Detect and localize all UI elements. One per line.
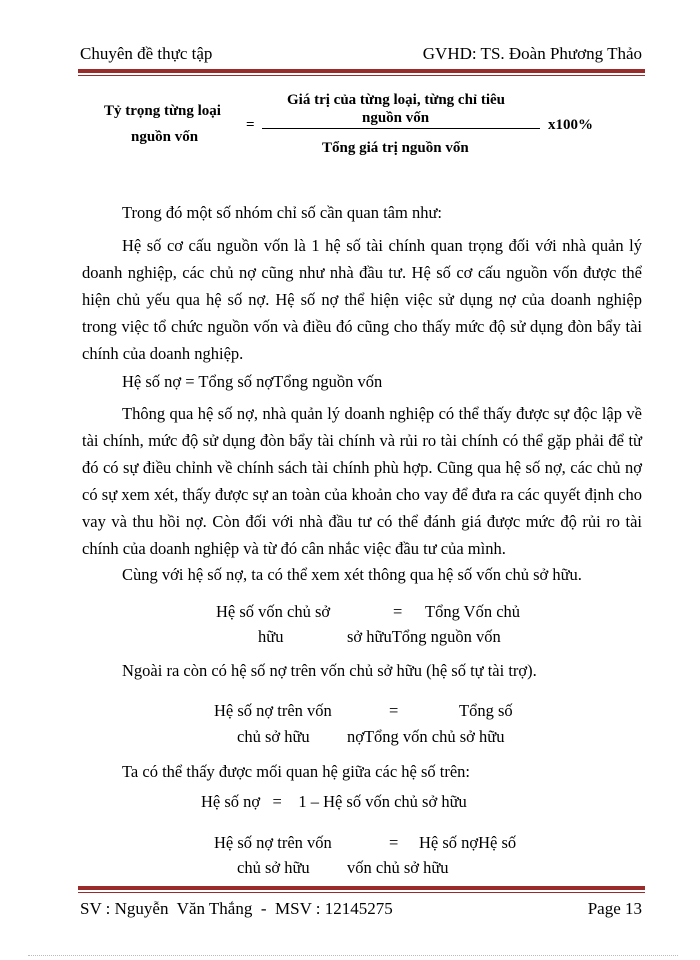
page-edge-dotted-line [28, 955, 678, 956]
formula1-numerator-line1: Giá trị của từng loại, từng chỉ tiêu [287, 92, 505, 108]
formula1-equals: = [246, 117, 255, 133]
paragraph-equity-intro: Cùng với hệ số nợ, ta có thể xem xét thông qua hệ số vốn chủ sở hữu. [122, 565, 582, 584]
formula2-left-line1: Hệ số vốn chủ sở [216, 602, 331, 621]
formula2-equals: = [393, 602, 403, 621]
formula3-right-line2: nợTổng vốn chủ sở hữu [347, 727, 505, 746]
formula1-left-line2: nguồn vốn [131, 129, 199, 145]
paragraph-intro: Trong đó một số nhóm chỉ số cần quan tâm như: [122, 203, 442, 222]
paragraph-debt-analysis: Thông qua hệ số nợ, nhà quản lý doanh nghiệp có thể thấy được sự độc lập về tài chính, mức độ sử dụng đòn bẩy tài chính và rủi ro tài chính có thể gặp phải để từ đó có sự điều chỉnh về chính sách tài chính phù hợp. Cũng qua hệ số nợ, các chủ nợ có sự xem xét, thấy được sự an toàn của khoản cho vay để đưa ra các quyết định cho vay và thu hồi nợ. Còn đối với nhà đầu tư có thể đánh giá được mức độ rủi ro tài chính của doanh nghiệp và từ đó cân nhắc việc đầu tư của mình. [82, 404, 642, 558]
header-rule-thin [78, 75, 645, 76]
footer-rule-thin [78, 892, 645, 893]
formula1-fraction-bar [262, 128, 540, 129]
formula5-left-line1: Hệ số nợ trên vốn [214, 833, 332, 852]
header-rule [78, 69, 645, 73]
formula1-denominator: Tổng giá trị nguồn vốn [322, 140, 469, 156]
formula1-multiplier: x100% [548, 117, 593, 133]
formula-debt-ratio: Hệ số nợ = Tổng số nợTổng nguồn vốn [122, 372, 383, 391]
formula5-left-line2: chủ sở hữu [237, 858, 310, 877]
formula3-equals: = [389, 701, 399, 720]
formula1-left-line1: Tỷ trọng từng loại [104, 103, 221, 119]
header-right: GVHD: TS. Đoàn Phương Thảo [422, 44, 642, 63]
paragraph-relationship: Ta có thể thấy được mối quan hệ giữa các hệ số trên: [122, 762, 470, 781]
formula5-equals: = [389, 833, 399, 852]
formula3-left-line1: Hệ số nợ trên vốn [214, 701, 332, 720]
formula2-right-line2: sở hữuTổng nguồn vốn [347, 627, 501, 646]
header-left: Chuyên đề thực tập [80, 44, 213, 63]
formula3-left-line2: chủ sở hữu [237, 727, 310, 746]
formula5-right-line2: vốn chủ sở hữu [347, 858, 449, 877]
footer-left: SV : Nguyễn Văn Thắng - MSV : 12145275 [80, 899, 393, 918]
footer-page-number: Page 13 [587, 899, 642, 918]
formula2-right-line1: Tổng Vốn chủ [425, 602, 521, 621]
formula1-numerator-line2: nguồn vốn [362, 110, 430, 126]
formula4-line: Hệ số nợ = 1 – Hệ số vốn chủ sở hữu [201, 792, 467, 811]
paragraph-debt-structure: Hệ số cơ cấu nguồn vốn là 1 hệ số tài chính quan trọng đối với nhà quản lý doanh nghiệp, các chủ nợ cũng như nhà đầu tư. Hệ số cơ cấu nguồn vốn được thể hiện chủ yếu qua hệ số nợ. Hệ số nợ thể hiện việc sử dụng nợ của doanh nghiệp trong việc tổ chức nguồn vốn và điều đó cũng cho thấy mức độ sử dụng đòn bẩy tài chính của doanh nghiệp. [82, 236, 642, 363]
paragraph-self-financing: Ngoài ra còn có hệ số nợ trên vốn chủ sở hữu (hệ số tự tài trợ). [122, 661, 537, 680]
formula2-left-line2: hữu [258, 627, 284, 646]
formula3-right-line1: Tổng số [459, 701, 513, 720]
formula5-right-line1: Hệ số nợHệ số [419, 833, 517, 852]
footer-rule [78, 886, 645, 890]
